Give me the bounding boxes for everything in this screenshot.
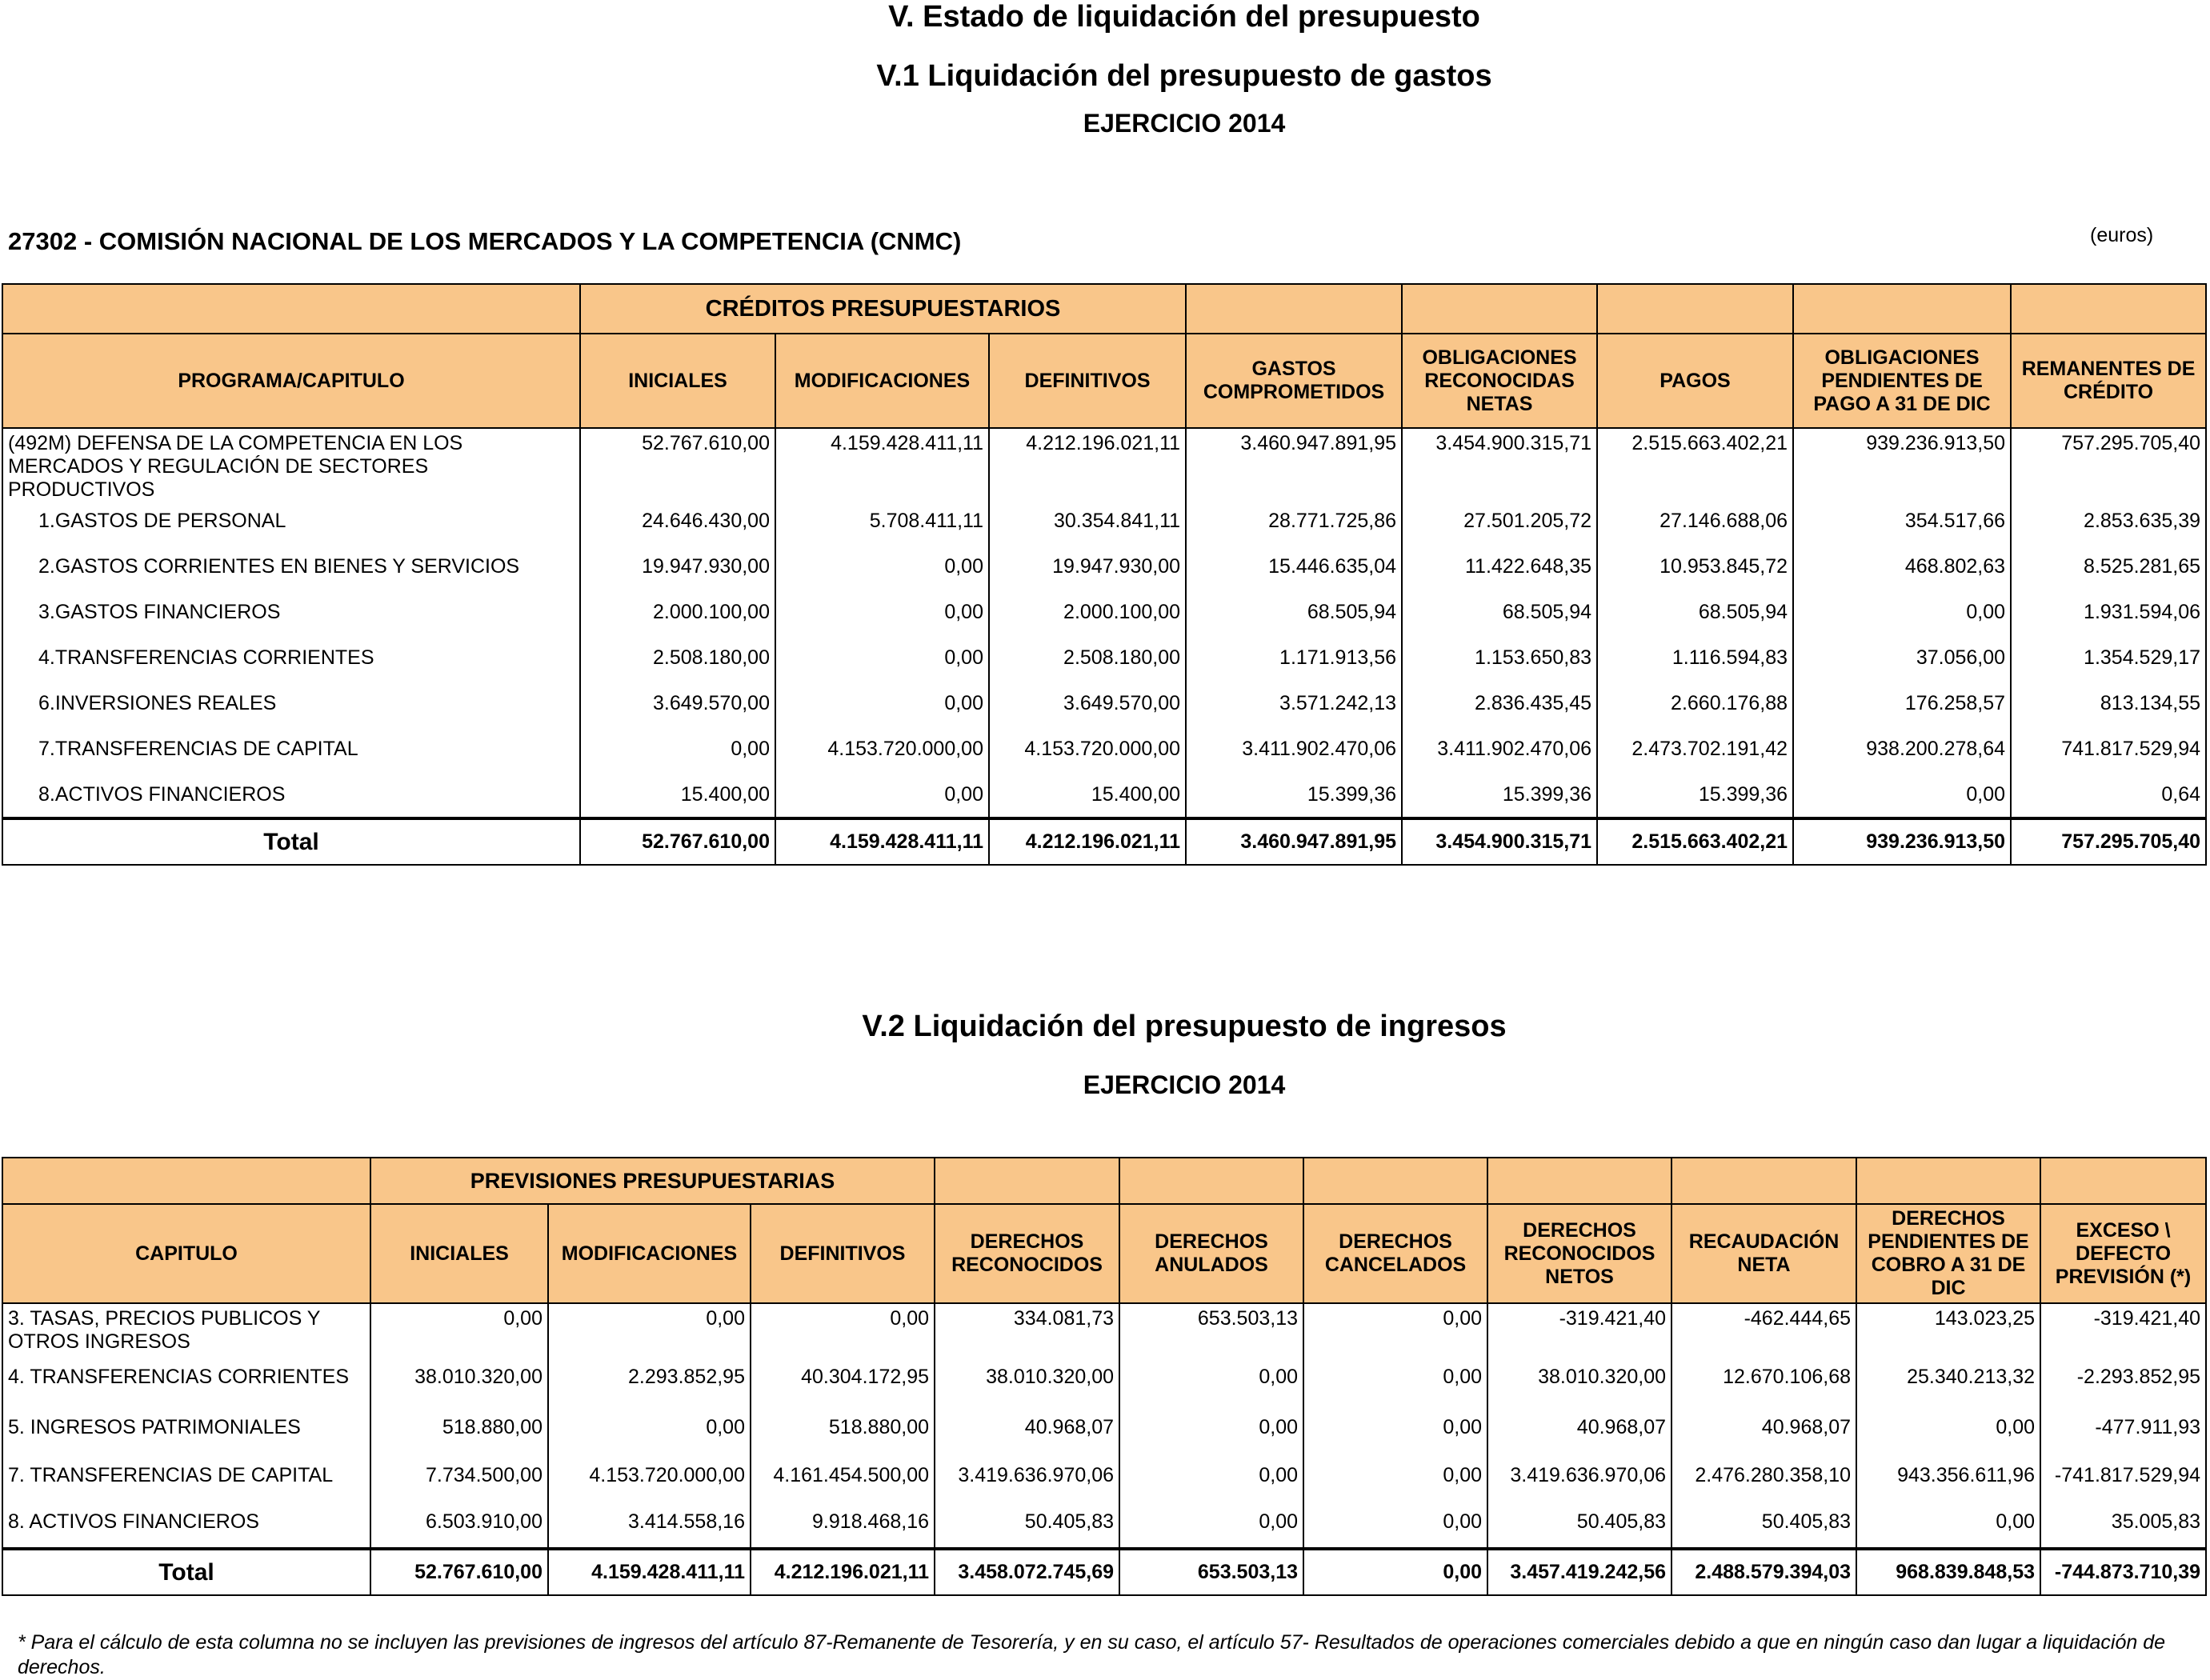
total-value: 939.236.913,50 (1793, 818, 2011, 865)
column-header: OBLIGACIONES PENDIENTES DE PAGO A 31 DE DIC (1793, 334, 2011, 428)
cell-value: 2.508.180,00 (580, 643, 775, 689)
cell-value: 11.422.648,35 (1402, 552, 1597, 598)
column-header: MODIFICACIONES (775, 334, 989, 428)
cell-value: 0,00 (1119, 1507, 1303, 1549)
cell-value: 9.918.468,16 (751, 1507, 935, 1549)
cell-value: 0,00 (751, 1303, 935, 1362)
table-row (2, 428, 2206, 506)
column-header: DERECHOS RECONOCIDOS (935, 1204, 1119, 1303)
cell-value: 2.836.435,45 (1402, 689, 1597, 734)
total-value: 0,00 (1303, 1549, 1487, 1595)
cell-value: 15.400,00 (580, 780, 775, 818)
entity-heading: 27302 - COMISIÓN NACIONAL DE LOS MERCADOS Y LA COMPETENCIA (CNMC) (8, 227, 962, 255)
column-header: DERECHOS PENDIENTES DE COBRO A 31 DE DIC (1856, 1204, 2040, 1303)
cell-value: 40.968,07 (1672, 1413, 1856, 1461)
footnote: * Para el cálculo de esta columna no se incluyen las previsiones de ingresos del artículo 87-Remanente de Tesorería, y en su caso, el artículo 57- Resultados de operaciones comerciales debido a que en ningún caso dan lugar a liquidación de derechos. (18, 1631, 2166, 1678)
cell-value: 3.460.947.891,95 (1186, 428, 1402, 506)
cell-value: 50.405,83 (1487, 1507, 1672, 1549)
cell-value: 15.400,00 (989, 780, 1186, 818)
cell-value: 0,00 (1119, 1413, 1303, 1461)
cell-value: 3.571.242,13 (1186, 689, 1402, 734)
total-label: Total (2, 818, 580, 865)
cell-value: 25.340.213,32 (1856, 1362, 2040, 1413)
header-blank (2, 284, 580, 334)
cell-value: 518.880,00 (370, 1413, 548, 1461)
total-value: 4.159.428.411,11 (775, 818, 989, 865)
cell-value: 68.505,94 (1186, 598, 1402, 643)
cell-value: 4.153.720.000,00 (989, 734, 1186, 780)
column-header: GASTOS COMPROMETIDOS (1186, 334, 1402, 428)
column-header: DERECHOS CANCELADOS (1303, 1204, 1487, 1303)
total-row (2, 818, 2206, 865)
cell-value: 0,00 (1119, 1362, 1303, 1413)
cell-value: 0,00 (775, 689, 989, 734)
table-row (2, 506, 2206, 552)
group-header-creditos: CRÉDITOS PRESUPUESTARIOS (580, 284, 1186, 334)
total-label: Total (2, 1549, 370, 1595)
column-header: PROGRAMA/CAPITULO (2, 334, 580, 428)
table-row (2, 598, 2206, 643)
group-header-previsiones: PREVISIONES PRESUPUESTARIAS (370, 1158, 935, 1204)
column-header: OBLIGACIONES RECONOCIDAS NETAS (1402, 334, 1597, 428)
total-value: -744.873.710,39 (2040, 1549, 2206, 1595)
total-row (2, 1549, 2206, 1595)
cell-value: 37.056,00 (1793, 643, 2011, 689)
cell-value: 0,00 (1793, 598, 2011, 643)
column-header: MODIFICACIONES (548, 1204, 751, 1303)
cell-value: 0,00 (1793, 780, 2011, 818)
cell-value: 4.153.720.000,00 (775, 734, 989, 780)
cell-value: 50.405,83 (935, 1507, 1119, 1549)
cell-value: 15.399,36 (1186, 780, 1402, 818)
column-header: RECAUDACIÓN NETA (1672, 1204, 1856, 1303)
total-value: 3.458.072.745,69 (935, 1549, 1119, 1595)
cell-value: 0,00 (1303, 1362, 1487, 1413)
cell-value: 3.454.900.315,71 (1402, 428, 1597, 506)
cell-value: 2.000.100,00 (580, 598, 775, 643)
cell-value: 2.476.280.358,10 (1672, 1461, 1856, 1507)
cell-value: 38.010.320,00 (1487, 1362, 1672, 1413)
cell-value: 334.081,73 (935, 1303, 1119, 1362)
cell-value: 4.161.454.500,00 (751, 1461, 935, 1507)
total-value: 968.839.848,53 (1856, 1549, 2040, 1595)
cell-value: 0,00 (580, 734, 775, 780)
column-header: REMANENTES DE CRÉDITO (2011, 334, 2206, 428)
row-label: 1.GASTOS DE PERSONAL (2, 506, 580, 552)
cell-value: 12.670.106,68 (1672, 1362, 1856, 1413)
cell-value: 468.802,63 (1793, 552, 2011, 598)
column-header: DEFINITIVOS (751, 1204, 935, 1303)
cell-value: 3.414.558,16 (548, 1507, 751, 1549)
cell-value: 4.159.428.411,11 (775, 428, 989, 506)
cell-value: 0,00 (775, 598, 989, 643)
cell-value: 176.258,57 (1793, 689, 2011, 734)
cell-value: 2.473.702.191,42 (1597, 734, 1793, 780)
cell-value: 0,00 (370, 1303, 548, 1362)
header-blank (935, 1158, 1119, 1204)
cell-value: 27.501.205,72 (1402, 506, 1597, 552)
cell-value: -741.817.529,94 (2040, 1461, 2206, 1507)
header-blank (1597, 284, 1793, 334)
row-label: 2.GASTOS CORRIENTES EN BIENES Y SERVICIOS (2, 552, 580, 598)
column-header: EXCESO \ DEFECTO PREVISIÓN (*) (2040, 1204, 2206, 1303)
cell-value: 354.517,66 (1793, 506, 2011, 552)
cell-value: 0,00 (1119, 1461, 1303, 1507)
cell-value: 68.505,94 (1402, 598, 1597, 643)
cell-value: 0,00 (775, 643, 989, 689)
units-label: (euros) (2090, 224, 2154, 246)
table-row (2, 1362, 2206, 1413)
cell-value: 943.356.611,96 (1856, 1461, 2040, 1507)
column-header: CAPITULO (2, 1204, 370, 1303)
cell-value: 0,00 (775, 780, 989, 818)
cell-value: 757.295.705,40 (2011, 428, 2206, 506)
cell-value: -462.444,65 (1672, 1303, 1856, 1362)
cell-value: 518.880,00 (751, 1413, 935, 1461)
cell-value: 2.515.663.402,21 (1597, 428, 1793, 506)
row-label: 7.TRANSFERENCIAS DE CAPITAL (2, 734, 580, 780)
row-label: 3.GASTOS FINANCIEROS (2, 598, 580, 643)
header-blank (2011, 284, 2206, 334)
column-header: INICIALES (370, 1204, 548, 1303)
row-label: (492M) DEFENSA DE LA COMPETENCIA EN LOS MERCADOS Y REGULACIÓN DE SECTORES PRODUCTIVOS (2, 428, 580, 506)
row-label: 5. INGRESOS PATRIMONIALES (2, 1413, 370, 1461)
header-blank (2, 1158, 370, 1204)
table-row (2, 1461, 2206, 1507)
total-value: 3.460.947.891,95 (1186, 818, 1402, 865)
cell-value: 2.853.635,39 (2011, 506, 2206, 552)
cell-value: -477.911,93 (2040, 1413, 2206, 1461)
cell-value: 6.503.910,00 (370, 1507, 548, 1549)
cell-value: 1.171.913,56 (1186, 643, 1402, 689)
cell-value: 0,00 (775, 552, 989, 598)
table-row (2, 1413, 2206, 1461)
cell-value: 3.419.636.970,06 (1487, 1461, 1672, 1507)
cell-value: 0,00 (1856, 1507, 2040, 1549)
total-value: 52.767.610,00 (370, 1549, 548, 1595)
header-blank (1487, 1158, 1672, 1204)
cell-value: 1.153.650,83 (1402, 643, 1597, 689)
header-blank (1303, 1158, 1487, 1204)
cell-value: 28.771.725,86 (1186, 506, 1402, 552)
cell-value: 741.817.529,94 (2011, 734, 2206, 780)
table-row (2, 689, 2206, 734)
cell-value: 3.411.902.470,06 (1186, 734, 1402, 780)
cell-value: 40.968,07 (935, 1413, 1119, 1461)
cell-value: 653.503,13 (1119, 1303, 1303, 1362)
cell-value: 15.399,36 (1402, 780, 1597, 818)
row-label: 4.TRANSFERENCIAS CORRIENTES (2, 643, 580, 689)
cell-value: 30.354.841,11 (989, 506, 1186, 552)
header-blank (1119, 1158, 1303, 1204)
row-label: 8. ACTIVOS FINANCIEROS (2, 1507, 370, 1549)
total-value: 2.515.663.402,21 (1597, 818, 1793, 865)
cell-value: 50.405,83 (1672, 1507, 1856, 1549)
cell-value: 4.212.196.021,11 (989, 428, 1186, 506)
cell-value: 38.010.320,00 (370, 1362, 548, 1413)
total-value: 3.457.419.242,56 (1487, 1549, 1672, 1595)
column-header: INICIALES (580, 334, 775, 428)
cell-value: 15.446.635,04 (1186, 552, 1402, 598)
cell-value: 0,00 (1303, 1461, 1487, 1507)
cell-value: -2.293.852,95 (2040, 1362, 2206, 1413)
gastos-table (2, 283, 2207, 866)
row-label: 6.INVERSIONES REALES (2, 689, 580, 734)
cell-value: 939.236.913,50 (1793, 428, 2011, 506)
row-label: 7. TRANSFERENCIAS DE CAPITAL (2, 1461, 370, 1507)
total-value: 4.212.196.021,11 (989, 818, 1186, 865)
cell-value: 0,00 (548, 1303, 751, 1362)
cell-value: 3.411.902.470,06 (1402, 734, 1597, 780)
cell-value: 143.023,25 (1856, 1303, 2040, 1362)
cell-value: 10.953.845,72 (1597, 552, 1793, 598)
column-header: DEFINITIVOS (989, 334, 1186, 428)
table-row (2, 643, 2206, 689)
row-label: 8.ACTIVOS FINANCIEROS (2, 780, 580, 818)
table-row (2, 552, 2206, 598)
cell-value: 813.134,55 (2011, 689, 2206, 734)
cell-value: 0,00 (1303, 1413, 1487, 1461)
cell-value: 7.734.500,00 (370, 1461, 548, 1507)
table-row (2, 734, 2206, 780)
column-header: DERECHOS RECONOCIDOS NETOS (1487, 1204, 1672, 1303)
cell-value: 2.660.176,88 (1597, 689, 1793, 734)
cell-value: 0,00 (1303, 1303, 1487, 1362)
table-row (2, 1303, 2206, 1362)
cell-value: 0,00 (548, 1413, 751, 1461)
ejercicio-ingresos: EJERCICIO 2014 (1083, 1070, 1286, 1099)
header-blank (1186, 284, 1402, 334)
cell-value: 938.200.278,64 (1793, 734, 2011, 780)
cell-value: 1.116.594,83 (1597, 643, 1793, 689)
cell-value: -319.421,40 (2040, 1303, 2206, 1362)
total-value: 52.767.610,00 (580, 818, 775, 865)
cell-value: 4.153.720.000,00 (548, 1461, 751, 1507)
ejercicio-gastos: EJERCICIO 2014 (1083, 109, 1286, 138)
cell-value: 1.354.529,17 (2011, 643, 2206, 689)
cell-value: 0,00 (1856, 1413, 2040, 1461)
row-label: 3. TASAS, PRECIOS PUBLICOS Y OTROS INGRESOS (2, 1303, 370, 1362)
ingresos-table (2, 1157, 2207, 1596)
total-value: 4.212.196.021,11 (751, 1549, 935, 1595)
cell-value: 15.399,36 (1597, 780, 1793, 818)
cell-value: 3.649.570,00 (989, 689, 1186, 734)
cell-value: 0,64 (2011, 780, 2206, 818)
cell-value: 35.005,83 (2040, 1507, 2206, 1549)
cell-value: 0,00 (1303, 1507, 1487, 1549)
total-value: 2.488.579.394,03 (1672, 1549, 1856, 1595)
cell-value: 2.508.180,00 (989, 643, 1186, 689)
row-label: 4. TRANSFERENCIAS CORRIENTES (2, 1362, 370, 1413)
cell-value: 40.304.172,95 (751, 1362, 935, 1413)
cell-value: -319.421,40 (1487, 1303, 1672, 1362)
header-blank (1402, 284, 1597, 334)
cell-value: 3.649.570,00 (580, 689, 775, 734)
cell-value: 3.419.636.970,06 (935, 1461, 1119, 1507)
column-header: PAGOS (1597, 334, 1793, 428)
main-title: V. Estado de liquidación del presupuesto (888, 0, 1480, 34)
total-value: 4.159.428.411,11 (548, 1549, 751, 1595)
cell-value: 5.708.411,11 (775, 506, 989, 552)
cell-value: 19.947.930,00 (580, 552, 775, 598)
cell-value: 27.146.688,06 (1597, 506, 1793, 552)
total-value: 653.503,13 (1119, 1549, 1303, 1595)
total-value: 3.454.900.315,71 (1402, 818, 1597, 865)
table-row (2, 780, 2206, 818)
cell-value: 2.000.100,00 (989, 598, 1186, 643)
cell-value: 2.293.852,95 (548, 1362, 751, 1413)
column-header: DERECHOS ANULADOS (1119, 1204, 1303, 1303)
section-title-gastos: V.1 Liquidación del presupuesto de gastos (876, 59, 1492, 93)
table-row (2, 1507, 2206, 1549)
header-blank (1793, 284, 2011, 334)
header-blank (1672, 1158, 1856, 1204)
header-blank (1856, 1158, 2040, 1204)
cell-value: 8.525.281,65 (2011, 552, 2206, 598)
header-blank (2040, 1158, 2206, 1204)
total-value: 757.295.705,40 (2011, 818, 2206, 865)
cell-value: 40.968,07 (1487, 1413, 1672, 1461)
cell-value: 52.767.610,00 (580, 428, 775, 506)
cell-value: 19.947.930,00 (989, 552, 1186, 598)
section-title-ingresos: V.2 Liquidación del presupuesto de ingresos (862, 1010, 1507, 1043)
cell-value: 24.646.430,00 (580, 506, 775, 552)
cell-value: 38.010.320,00 (935, 1362, 1119, 1413)
cell-value: 1.931.594,06 (2011, 598, 2206, 643)
cell-value: 68.505,94 (1597, 598, 1793, 643)
